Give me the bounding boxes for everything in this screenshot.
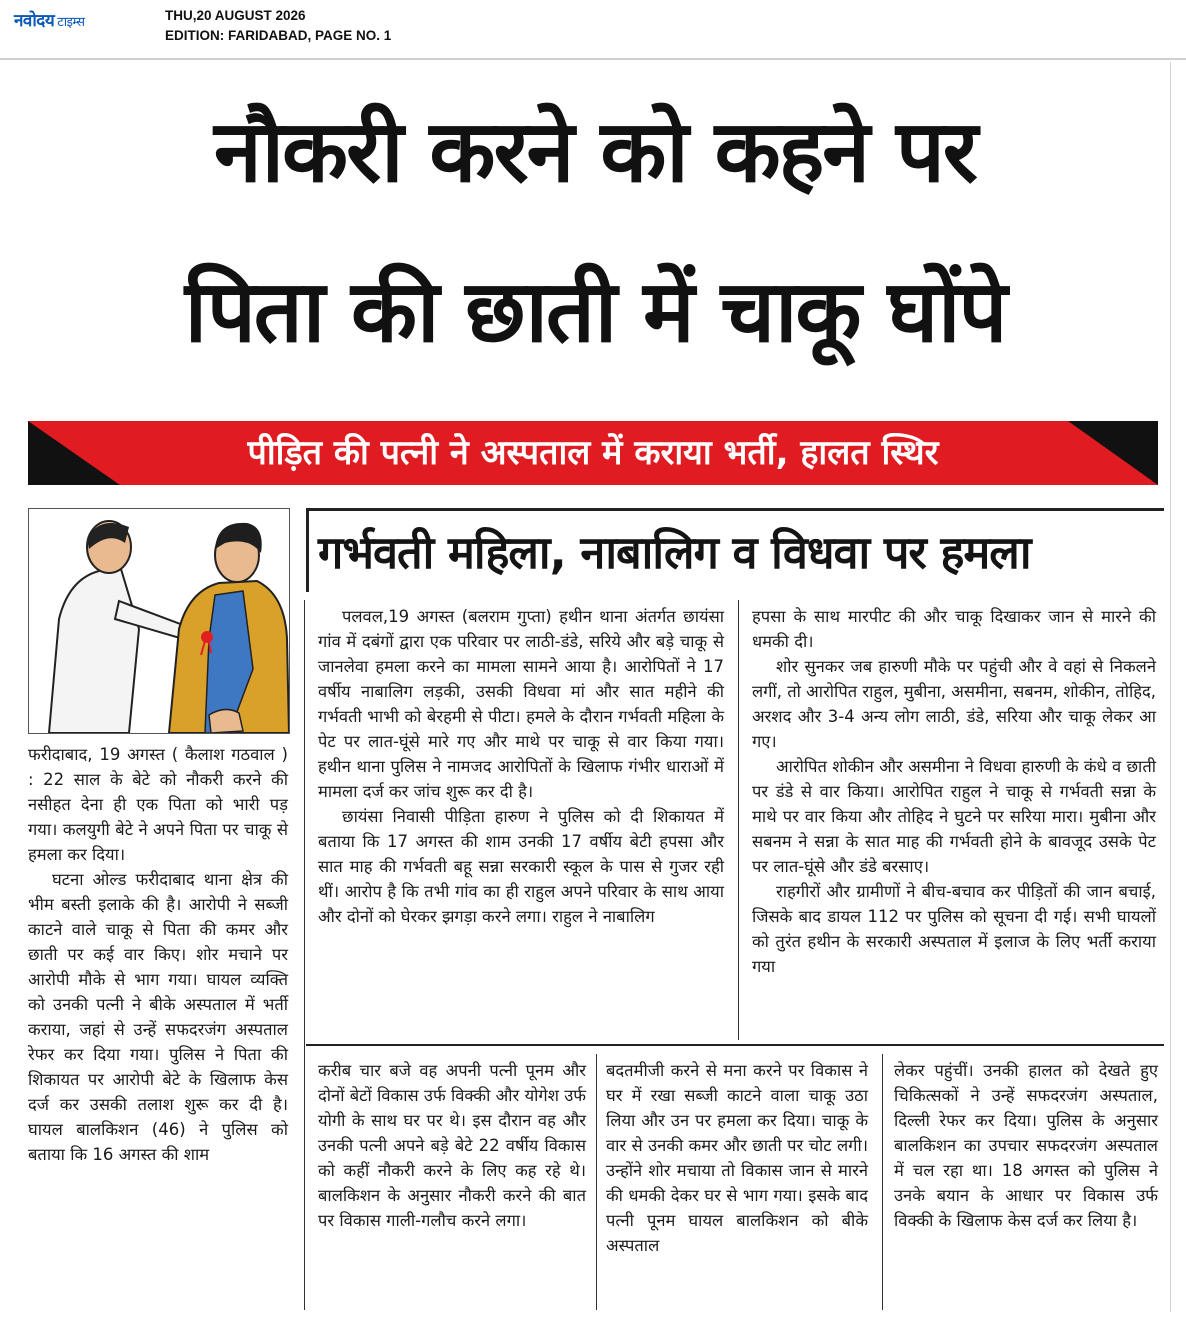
story-box-top-rule <box>306 508 1164 511</box>
column-rule <box>882 1054 883 1310</box>
column-rule <box>304 600 305 1310</box>
story-box-left-rule <box>306 508 309 592</box>
column-rule <box>596 1054 597 1310</box>
illustration-drawing <box>29 509 289 733</box>
story2-paragraph: राहगीरों और ग्रामीणों ने बीच-बचाव कर पीड़ितों की जान बचाई, जिसके बाद डायल 112 पर पुलिस को सूचना दी गई। सभी घायलों को तुरंत हथीन के सरकारी अस्पताल में इलाज के लिए भर्ती कराया गया <box>752 882 1156 976</box>
story2-headline: गर्भवती महिला, नाबालिग व विधवा पर हमला <box>318 526 1031 579</box>
story1-continued-column-2 <box>606 1058 868 1258</box>
story2-paragraph: शोर सुनकर जब हारुणी मौके पर पहुंची और वे वहां से निकलने लगीं, तो आरोपित राहुल, मुबीना, असमीना, सबनम, शोकीन, तोहिद, अरशद और 3-4 अन्य लोग लाठी, डंडे, सरिया और चाकू लेकर आ गए। <box>752 657 1157 751</box>
story-separator-rule <box>306 1044 1164 1046</box>
stabbing-illustration <box>28 508 290 734</box>
story2-column-right <box>752 604 1156 979</box>
story2-paragraph: आरोपित शोकीन और असमीना ने विधवा हारुणी के कंधे व छाती पर डंडे से वार किया। आरोपित राहुल ने चाकू से गर्भवती सन्ना के माथे पर वार किया और तोहिद ने घुटने पर सरिया मारा। मुबीना और सबनम ने सन्ना के सात माह की गर्भवती होने के बावजूद उसके पेट पर लात-घूंसे और डंडे बरसाए। <box>752 757 1156 876</box>
story2-column-left <box>318 604 724 929</box>
story2-paragraph: पलवल,19 अगस्त (बलराम गुप्ता) हथीन थाना अंतर्गत छायंसा गांव में दबंगों द्वारा एक परिवार पर लाठी-डंडे, सरिये और बड़े चाकू से जानलेवा हमला करने का मामला सामने आया है। आरोपितों ने 17 वर्षीय नाबालिग लड़की, उसकी विधवा मां और सात महीने की गर्भवती भाभी को बेरहमी से पीटा। हमले के दौरान गर्भवती महिला के पेट पर लात-घूंसे मारे गए और माथे पर चाकू से वार किया गया। हथीन थाना पुलिस ने नामजद आरोपितों के खिलाफ गंभीर धाराओं में मामला दर्ज कर जांच शुरू कर दी है। <box>318 607 724 801</box>
edition-info <box>165 6 391 46</box>
story1-paragraph: करीब चार बजे वह अपनी पत्नी पूनम और दोनों बेटों विकास उर्फ विक्की और योगेश उर्फ योगी के साथ घर पर थे। इस दौरान वह और उनकी पत्नी अपने बड़े बेटे 22 वर्षीय विकास को कहीं नौकरी करने के लिए कह रहे थे। बालकिशन के अनुसार नौकरी करने की बात पर विकास गाली-गलौच करने लगा। <box>318 1061 586 1230</box>
story1-column-left <box>28 742 288 1167</box>
story2-paragraph: छायंसा निवासी पीड़िता हारुण ने पुलिस को दी शिकायत में बताया कि 17 अगस्त की शाम उनकी 17 वर्षीय बेटी हपसा और सात माह की गर्भवती बहू सन्ना सरकारी स्कूल के पास से गुजर रही थीं। आरोप है कि तभी गांव का ही राहुल अपने परिवार के साथ आया और दोनों को घेरकर झगड़ा करने लगा। राहुल ने नाबालिग <box>318 807 724 926</box>
story1-continued-column-3 <box>894 1058 1158 1233</box>
story1-continued-column-1 <box>318 1058 586 1233</box>
story2-paragraph: हपसा के साथ मारपीट की और चाकू दिखाकर जान से मारने की धमकी दी। <box>752 607 1156 651</box>
story1-paragraph: लेकर पहुंचीं। उनकी हालत को देखते हुए चिकित्सकों ने उन्हें सफदरजंग अस्पताल, दिल्ली रेफर कर दिया। पुलिस के अनुसार बालकिशन का उपचार सफदरजंग अस्पताल में चल रहा था। 18 अगस्त को पुलिस ने उनके बयान के आधार पर विकास उर्फ विक्की के खिलाफ केस दर्ज कर लिया है। <box>894 1061 1158 1230</box>
page-edge-rule <box>1170 62 1171 1312</box>
logo-text: नवोदय <box>14 11 55 31</box>
headline-line-1: नौकरी करने को कहने पर <box>213 102 976 202</box>
column-rule <box>738 600 739 1040</box>
logo-subtext: टाइम्स <box>57 15 85 30</box>
story1-paragraph: फरीदाबाद, 19 अगस्त ( कैलाश गठवाल ) : 22 साल के बेटे को नौकरी करने की नसीहत देना ही एक पिता को भारी पड़ गया। कलयुगी बेटे ने अपने पिता पर चाकू से हमला कर दिया। <box>28 745 288 864</box>
strap-headline: पीड़ित की पत्नी ने अस्पताल में कराया भर्ती, हालत स्थिर <box>247 433 939 473</box>
story1-paragraph: घटना ओल्ड फरीदाबाद थाना क्षेत्र की भीम बस्ती इलाके की है। आरोपी ने सब्जी काटने वाले चाकू से पिता की कमर और छाती पर कई वार किए। शोर मचाने पर आरोपी मौके से भाग गया। घायल व्यक्ति को उनकी पत्नी ने बीके अस्पताल में भर्ती कराया, जहां से उन्हें सफदरजंग अस्पताल रेफर कर दिया गया। पुलिस ने पिता की शिकायत पर आरोपी बेटे के खिलाफ केस दर्ज कर उसकी तलाश शुरू कर दी है। घायल बालकिशन (46) ने पुलिस को बताया कि 16 अगस्त की शाम <box>28 870 288 1164</box>
adjacent-page-edge <box>1174 230 1184 490</box>
edition-line: EDITION: FARIDABAD, PAGE NO. 1 <box>165 28 392 43</box>
headline-line-2: पिता की छाती में चाकू घोंपे <box>184 262 1006 362</box>
newspaper-logo[interactable] <box>14 8 85 31</box>
masthead <box>0 0 1186 58</box>
date-line: THU,20 AUGUST 2026 <box>165 8 306 23</box>
story1-paragraph: बदतमीजी करने से मना करने पर विकास ने घर में रखा सब्जी काटने वाला चाकू उठा लिया और उन पर हमला कर दिया। चाकू के वार से उनकी कमर और छाती पर चोट लगी। उन्होंने शोर मचाया तो विकास जान से मारने की धमकी देकर घर से भाग गया। इसके बाद पत्नी पूनम घायल बालकिशन को बीके अस्पताल <box>606 1061 868 1255</box>
